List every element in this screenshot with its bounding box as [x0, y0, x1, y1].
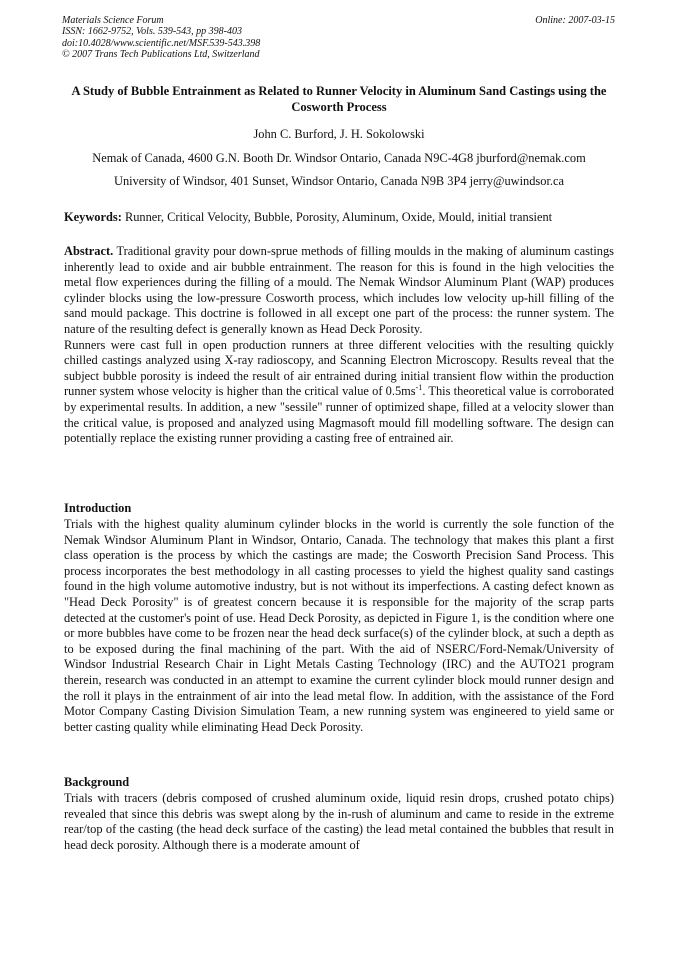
abstract-paragraph-1: [64, 244, 614, 338]
journal-header: [62, 15, 260, 61]
affiliation-windsor: University of Windsor, 401 Sunset, Windsor Ontario, Canada N9B 3P4 jerry@uwindsor.ca: [114, 174, 564, 188]
introduction-heading: Introduction: [64, 501, 132, 515]
author-list: John C. Burford, J. H. Sokolowski: [253, 127, 425, 141]
background-heading: Background: [64, 775, 130, 789]
unit-exponent: -1: [415, 383, 423, 393]
affiliation-nemak: Nemak of Canada, 4600 G.N. Booth Dr. Windsor Ontario, Canada N9C-4G8 jburford@nemak.com: [92, 151, 586, 165]
copyright-line: © 2007 Trans Tech Publications Ltd, Switzerland: [62, 49, 260, 61]
keywords-text: Runner, Critical Velocity, Bubble, Porosity, Aluminum, Oxide, Mould, initial transient: [124, 210, 553, 224]
keywords: [64, 210, 616, 225]
abstract: [64, 244, 614, 447]
abstract-label: Abstract.: [64, 244, 114, 258]
introduction-text: Trials with the highest quality aluminum cylinder blocks in the world is currently the sole function of the Nemak Windsor Aluminum Plant in Windsor, Ontario, Canada. The technology that makes this plant a first class operation is the process by which the castings are made; the Cosworth Precision Sand Process. This process incorporates the best methodology in all casting processes to yield the highest quality sand castings found in the high volume automotive industry, but is not without its imperfections. A casting defect known as "Head Deck Porosity" is of greatest concern because it is responsible for the majority of the scrap parts detected at the customer's point of use. Head Deck Porosity, as depicted in Figure 1, is the condition where one or more bubbles have come to be frozen near the head deck surface(s) of the cylinder block, at such a depth as to be exposed during the final machining of the part. With the aid of NSERC/Ford-Nemak/University of Windsor Industrial Research Chair in Light Metals Casting Technology (IRC) and the AUTO21 program therein, research was conducted in an attempt to examine the current cylinder block mould runner design and the roll it plays in the entrainment of air into the lead metal flow. In addition, with the assistance of the Ford Motor Company Casting Division Simulation Team, a new running system was engineered to yield same or better casting quality while eliminating Head Deck Porosity.: [64, 517, 614, 734]
doi-line: doi:10.4028/www.scientific.net/MSF.539-543.398: [62, 37, 261, 49]
abstract-text-1: Traditional gravity pour down-sprue methods of filling moulds in the making of aluminum castings inherently lead to oxide and air bubble entrainment. The reason for this is found in the high velocities the metal flow experiences during the filling of a mould. The Nemak Windsor Aluminum Plant (WAP) produces cylinder blocks using the low-pressure Cosworth process, which includes low velocity up-hill filling of the sand mould package. This doctrine is followed in all except one part of the process: the runner system. The nature of the resulting defect is generally known as Head Deck Porosity.: [64, 244, 615, 336]
keywords-label: Keywords:: [64, 210, 122, 224]
abstract-paragraph-2: [64, 338, 614, 447]
issn-line: ISSN: 1662-9752, Vols. 539-543, pp 398-403: [62, 26, 242, 38]
online-date: Online: 2007-03-15: [535, 15, 615, 26]
background-text: Trials with tracers (debris composed of crushed aluminum oxide, liquid resin drops, crushed potato chips) revealed that since this debris was swept along by the in-rush of aluminum and came to reside in the extreme rear/top of the casting (the head deck surface of the casting) the lead metal contained the bubbles that result in head deck porosity. Although there is a moderate amount of: [64, 791, 614, 852]
abstract-text-2b: . This theoretical value is corroborated by experimental results. In addition, a new "sessile" runner of optimized shape, filled at a velocity slower than the critical value, is proposed and analyzed using Magmasoft mould fill modelling software. The design can potentially replace the existing runner providing a casting free of entrained air.: [64, 384, 614, 446]
paper-title: A Study of Bubble Entrainment as Related to Runner Velocity in Aluminum Sand Castings using the Cosworth Process: [71, 84, 607, 114]
abstract-text-2a: Runners were cast full in open production runners at three different velocities with the resulting quickly chilled castings analyzed using X-ray radioscopy, and Scanning Electron Microscopy. Results reveal that the subject bubble porosity is indeed the result of air entrained during initial transient flow within the production runner system whose velocity is higher than the critical value of 0.5ms: [64, 337, 614, 399]
journal-name: Materials Science Forum: [62, 15, 164, 26]
